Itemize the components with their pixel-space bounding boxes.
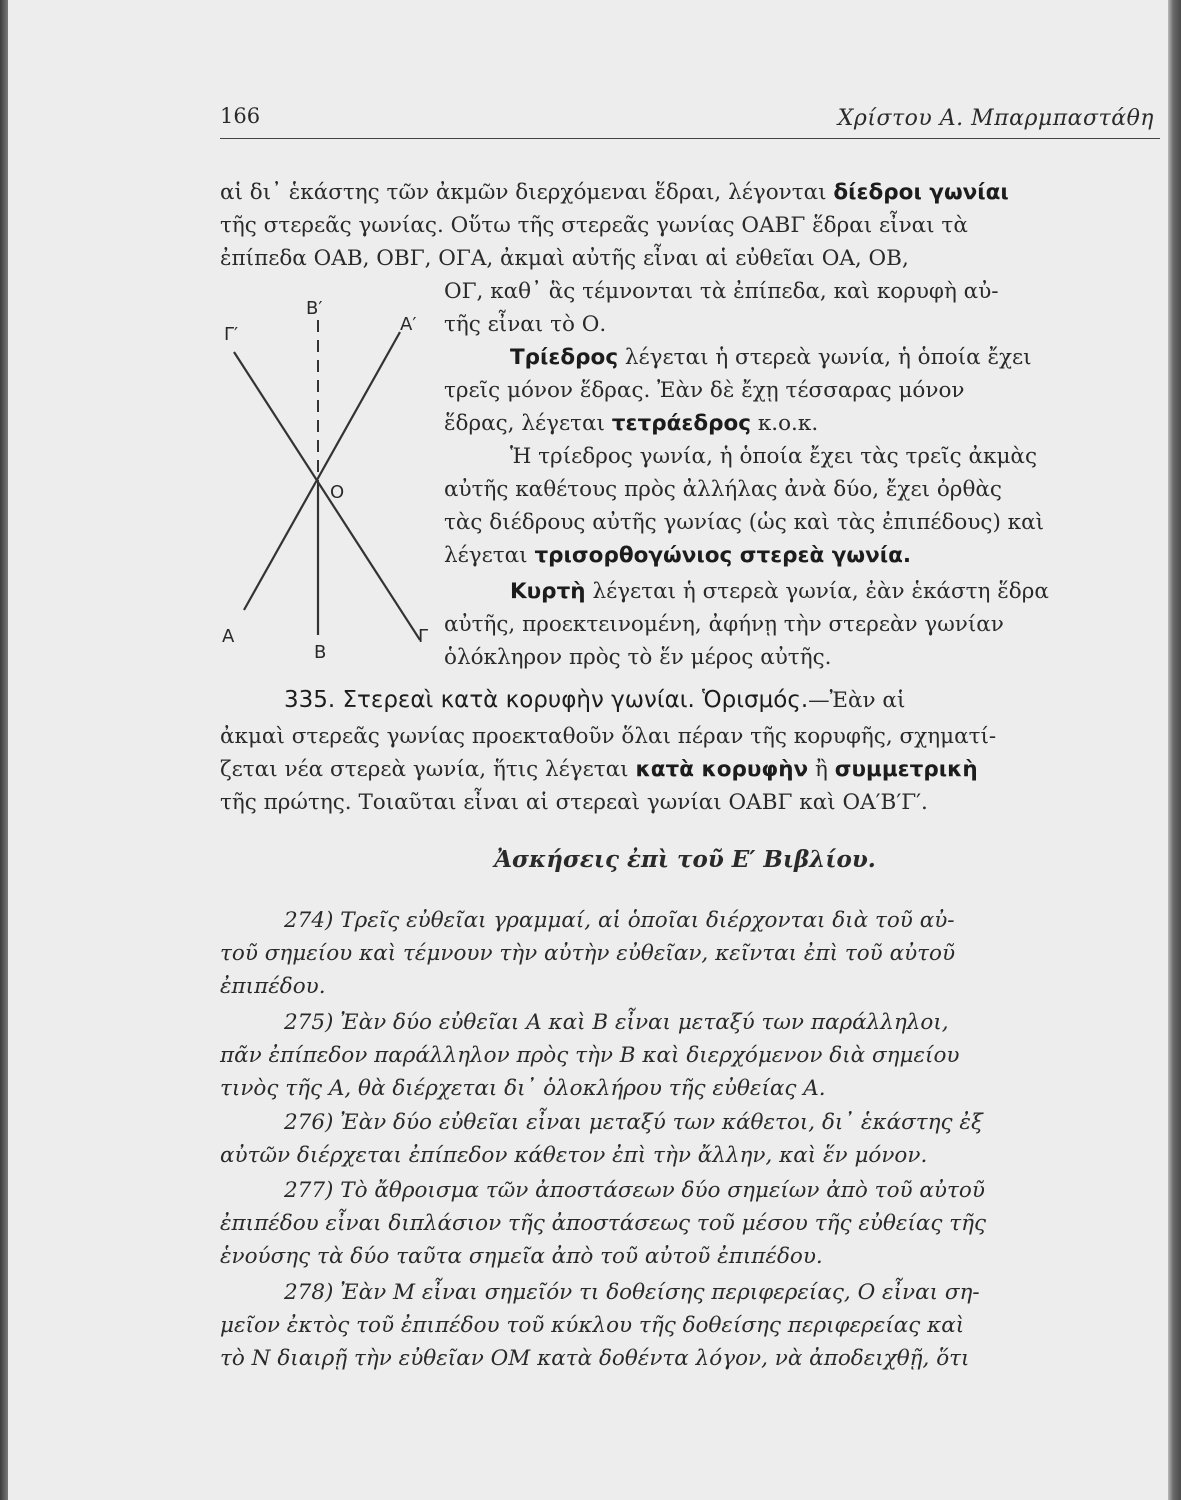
body-line bbox=[444, 539, 911, 572]
exercise-278-line: τὸ Ν διαιρῇ τὴν εὐθεῖαν ΟΜ κατὰ δοθέντα λόγον, νὰ ἀποδειχθῇ, ὅτι bbox=[220, 1346, 970, 1371]
term-trihedral: Τρίεδρος bbox=[510, 345, 619, 370]
figure-svg bbox=[222, 290, 432, 670]
exercise-275-line: 275) Ἐὰν δύο εὐθεῖαι Α καὶ Β εἶναι μεταξύ των παράλληλοι, bbox=[284, 1010, 949, 1035]
text-span: ἢ bbox=[808, 757, 835, 782]
body-line: Ἡ τρίεδρος γωνία, ἡ ὁποία ἔχει τὰς τρεῖς ἀκμὰς bbox=[510, 444, 1037, 469]
text-span: —Ἐὰν αἱ bbox=[808, 688, 906, 713]
solid-angle-figure bbox=[222, 290, 432, 670]
text-span: ἕδρας, λέγεται bbox=[444, 411, 612, 436]
figure-label-b: Β bbox=[314, 642, 327, 663]
page-gutter bbox=[0, 0, 8, 1500]
exercise-275-line: τινὸς τῆς Α, θὰ διέρχεται δι᾽ ὁλοκλήρου τῆς εὐθείας Α. bbox=[220, 1076, 826, 1101]
body-line bbox=[444, 407, 818, 440]
exercise-277-line: ἐπιπέδου εἶναι διπλάσιον τῆς ἀποστάσεως τοῦ μέσου τῆς εὐθείας τῆς bbox=[220, 1211, 987, 1236]
edge-line-a-prime-a bbox=[244, 332, 400, 610]
body-line: αὐτῆς, προεκτεινομένη, ἀφήνῃ τὴν στερεὰν γωνίαν bbox=[444, 612, 1004, 637]
figure-label-g: Γ bbox=[418, 626, 429, 647]
page-edge bbox=[1168, 0, 1181, 1500]
exercise-278-line: 278) Ἐὰν Μ εἶναι σημεῖόν τι δοθείσης περιφερείας, Ο εἶναι ση- bbox=[284, 1280, 980, 1305]
body-line: τὰς διέδρους αὐτῆς γωνίας (ὡς καὶ τὰς ἐπιπέδους) καὶ bbox=[444, 510, 1045, 535]
body-line: ἐπίπεδα ΟΑΒ, ΟΒΓ, ΟΓΑ, ἀκμαὶ αὐτῆς εἶναι αἱ εὐθεῖαι ΟΑ, ΟΒ, bbox=[220, 246, 909, 271]
term-vertical: κατὰ κορυφὴν bbox=[635, 757, 809, 782]
exercise-277-line: ἑνούσης τὰ δύο ταῦτα σημεῖα ἀπὸ τοῦ αὐτοῦ ἐπιπέδου. bbox=[220, 1244, 823, 1269]
body-line: τῆς πρώτης. Τοιαῦται εἶναι αἱ στερεαὶ γωνίαι ΟΑΒΓ καὶ ΟΑ′Β′Γ′. bbox=[220, 790, 928, 815]
text-span: λέγεται ἡ στερεὰ γωνία, ἡ ὁποία ἔχει bbox=[618, 345, 1032, 370]
body-line: τῆς εἶναι τὸ Ο. bbox=[444, 312, 607, 337]
page-number: 166 bbox=[220, 104, 261, 128]
exercise-276-line: 276) Ἐὰν δύο εὐθεῖαι εἶναι μεταξύ των κάθετοι, δι᾽ ἑκάστης ἐξ bbox=[284, 1110, 983, 1135]
body-line bbox=[220, 176, 1009, 209]
exercise-274-line: 274) Τρεῖς εὐθεῖαι γραμμαί, αἱ ὁποῖαι διέρχονται διὰ τοῦ αὐ- bbox=[284, 908, 955, 933]
term-trirectangular: τρισορθογώνιος στερεὰ γωνία. bbox=[534, 543, 912, 568]
header-rule bbox=[220, 138, 1160, 139]
text-span: κ.ο.κ. bbox=[751, 411, 819, 436]
edge-line-g-prime-g bbox=[234, 352, 420, 640]
term-symmetric: συμμετρικὴ bbox=[834, 757, 978, 782]
exercise-274-line: τοῦ σημείου καὶ τέμνουν τὴν αὐτὴν εὐθεῖαν, κεῖνται ἐπὶ τοῦ αὐτοῦ bbox=[220, 941, 956, 966]
figure-label-o: Ο bbox=[330, 482, 345, 503]
figure-label-g-prime: Γ′ bbox=[224, 324, 239, 345]
body-line: ὁλόκληρον πρὸς τὸ ἕν μέρος αὐτῆς. bbox=[444, 645, 832, 670]
body-line: τρεῖς μόνον ἕδρας. Ἐὰν δὲ ἔχῃ τέσσαρας μόνον bbox=[444, 378, 965, 403]
exercise-278-line: μεῖον ἐκτὸς τοῦ ἐπιπέδου τοῦ κύκλου τῆς δοθείσης περιφερείας καὶ bbox=[220, 1313, 965, 1338]
term-dihedral: δίεδροι γωνίαι bbox=[833, 180, 1009, 205]
body-line: αὐτῆς καθέτους πρὸς ἀλλήλας ἀνὰ δύο, ἔχει ὀρθὰς bbox=[444, 477, 1002, 502]
running-head: Χρίστου Α. Μπαρμπαστάθη bbox=[837, 106, 1154, 131]
exercise-274-line: ἐπιπέδου. bbox=[220, 974, 326, 999]
body-line bbox=[510, 575, 1049, 608]
body-line: τῆς στερεᾶς γωνίας. Οὕτω τῆς στερεᾶς γωνίας ΟΑΒΓ ἕδραι εἶναι τὰ bbox=[220, 213, 968, 238]
body-line bbox=[220, 753, 978, 786]
body-line: ἀκμαὶ στερεᾶς γωνίας προεκταθοῦν ὅλαι πέραν τῆς κορυφῆς, σχηματί- bbox=[220, 724, 997, 749]
body-line bbox=[284, 684, 905, 717]
term-convex: Κυρτὴ bbox=[510, 579, 586, 604]
text-span: λέγεται ἡ στερεὰ γωνία, ἐὰν ἑκάστη ἕδρα bbox=[585, 579, 1049, 604]
figure-label-a-prime: Α′ bbox=[400, 314, 417, 335]
term-tetrahedral: τετράεδρος bbox=[611, 411, 751, 436]
body-line bbox=[510, 341, 1032, 374]
exercise-275-line: πᾶν ἐπίπεδον παράλληλον πρὸς τὴν Β καὶ διερχόμενον διὰ σημείου bbox=[220, 1043, 960, 1068]
exercises-title: Ἀσκήσεις ἐπὶ τοῦ Ε′ Βιβλίου. bbox=[494, 846, 876, 873]
body-line: ΟΓ, καθ᾽ ἃς τέμνονται τὰ ἐπίπεδα, καὶ κορυφὴ αὐ- bbox=[444, 279, 999, 304]
exercise-277-line: 277) Τὸ ἄθροισμα τῶν ἀποστάσεων δύο σημείων ἀπὸ τοῦ αὐτοῦ bbox=[284, 1178, 985, 1203]
section-heading: 335. Στερεαὶ κατὰ κορυφὴν γωνίαι. Ὁρισμός. bbox=[284, 687, 809, 713]
text-span: ζεται νέα στερεὰ γωνία, ἥτις λέγεται bbox=[220, 757, 636, 782]
text-span: αἱ δι᾽ ἑκάστης τῶν ἀκμῶν διερχόμεναι ἕδραι, λέγονται bbox=[220, 180, 834, 205]
figure-label-b-prime: Β′ bbox=[306, 298, 323, 319]
text-span: λέγεται bbox=[444, 543, 535, 568]
page-header bbox=[220, 102, 1160, 142]
figure-label-a: Α bbox=[222, 626, 235, 647]
exercise-276-line: αὐτῶν διέρχεται ἐπίπεδον κάθετον ἐπὶ τὴν ἄλλην, καὶ ἕν μόνον. bbox=[220, 1143, 928, 1168]
